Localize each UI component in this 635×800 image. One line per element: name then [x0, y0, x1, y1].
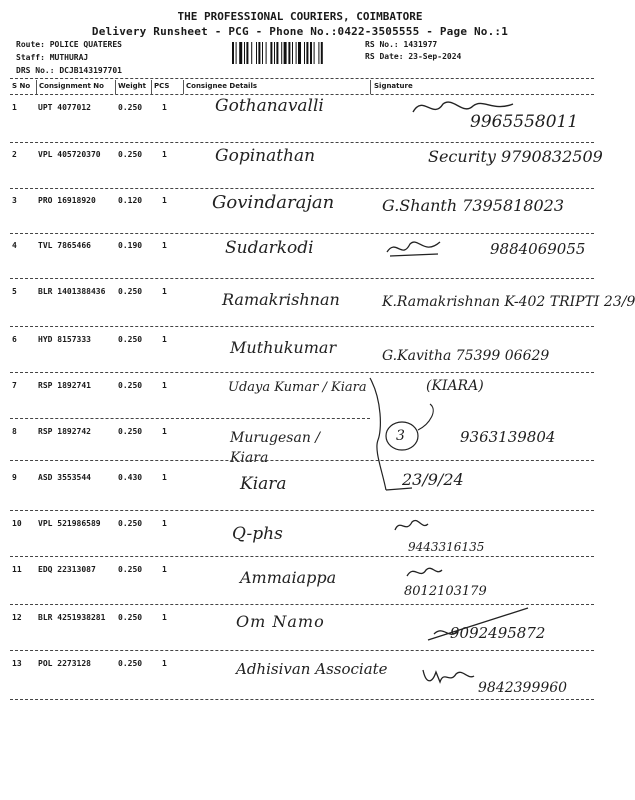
row-signature: 23/9/24	[402, 470, 464, 489]
row-consignment: BLR 1401388436	[38, 287, 106, 296]
row-signature: 9363139804	[460, 428, 556, 446]
row-consignment: HYD 8157333	[38, 335, 91, 344]
signature-scribble	[420, 664, 476, 690]
row-consignee: Kiara	[240, 474, 287, 494]
row-weight: 0.120	[118, 196, 143, 205]
row-rule	[10, 510, 594, 511]
row-signature: G.Kavitha 75399 06629	[382, 348, 550, 364]
row-consignee: Udaya Kumar / Kiara	[228, 380, 367, 395]
row-pcs: 1	[162, 613, 167, 622]
circled-number: 3	[396, 428, 405, 444]
signature-scribble	[384, 234, 444, 262]
row-signature: 9443316135	[408, 540, 485, 554]
row-consignment: VPL 405720370	[38, 150, 101, 159]
row-rule	[10, 278, 594, 279]
signature-scribble	[424, 604, 534, 648]
row-consignment: VPL 521986589	[38, 519, 101, 528]
row-weight: 0.250	[118, 659, 143, 668]
row-consignee: Q-phs	[232, 524, 283, 544]
row-pcs: 1	[162, 287, 167, 296]
row-signature: 9842399960	[478, 680, 568, 696]
row-weight: 0.250	[118, 287, 143, 296]
col-sno: S No	[12, 82, 31, 90]
col-consignee: Consignee Details	[186, 82, 258, 90]
row-rule	[10, 418, 370, 419]
row-signature: K.Ramakrishnan K-402 TRIPTI 23/9	[382, 294, 635, 310]
route-label: Route: POLICE QUATERES	[16, 40, 122, 49]
row-sno: 5	[12, 287, 17, 296]
row-pcs: 1	[162, 241, 167, 250]
row-consignment: UPT 4077012	[38, 103, 91, 112]
row-consignee: Adhisivan Associate	[236, 660, 388, 678]
row-consignee: Gopinathan	[215, 146, 316, 166]
row-sno: 11	[12, 565, 22, 574]
row-rule	[10, 699, 594, 700]
row-sno: 2	[12, 150, 17, 159]
row-sno: 10	[12, 519, 22, 528]
row-signature: (KIARA)	[426, 378, 484, 394]
signature-scribble	[392, 514, 432, 538]
row-consignee: Murugesan / Kiara	[230, 430, 321, 466]
row-weight: 0.250	[118, 427, 143, 436]
row-consignee: Gothanavalli	[215, 96, 324, 116]
row-pcs: 1	[162, 196, 167, 205]
bracket-annotation	[360, 370, 510, 505]
rs-number: RS No.: 1431977	[365, 40, 438, 49]
row-sno: 8	[12, 427, 17, 436]
row-rule	[10, 233, 594, 234]
row-rule	[10, 326, 594, 327]
row-pcs: 1	[162, 103, 167, 112]
row-signature: 9884069055	[490, 240, 586, 258]
company-name: THE PROFESSIONAL COURIERS, COIMBATORE	[177, 10, 423, 23]
row-weight: 0.250	[118, 613, 143, 622]
row-weight: 0.250	[118, 103, 143, 112]
row-pcs: 1	[162, 565, 167, 574]
col-divider	[370, 80, 371, 94]
row-consignee: Ammaiappa	[240, 568, 337, 587]
row-consignee: Muthukumar	[230, 338, 337, 357]
row-consignee: Sudarkodi	[225, 238, 314, 258]
row-rule	[10, 650, 594, 651]
row-weight: 0.190	[118, 241, 143, 250]
row-signature: 8012103179	[404, 584, 487, 599]
row-sno: 9	[12, 473, 17, 482]
row-weight: 0.250	[118, 335, 143, 344]
row-weight: 0.250	[118, 565, 143, 574]
row-weight: 0.430	[118, 473, 143, 482]
row-sno: 1	[12, 103, 17, 112]
rs-date: RS Date: 23-Sep-2024	[365, 52, 462, 61]
row-sno: 6	[12, 335, 17, 344]
row-sno: 12	[12, 613, 22, 622]
row-consignee: Om Namo	[236, 612, 325, 631]
row-signature: G.Shanth 7395818023	[382, 196, 565, 215]
row-weight: 0.250	[118, 381, 143, 390]
row-consignment: PRO 16918920	[38, 196, 96, 205]
col-divider	[151, 80, 152, 94]
col-divider	[183, 80, 184, 94]
row-consignment: EDQ 22313087	[38, 565, 96, 574]
row-pcs: 1	[162, 150, 167, 159]
row-sno: 4	[12, 241, 17, 250]
row-pcs: 1	[162, 427, 167, 436]
col-weight: Weight	[118, 82, 146, 90]
row-pcs: 1	[162, 519, 167, 528]
row-signature: 9965558011	[470, 112, 579, 132]
barcode	[232, 42, 350, 64]
row-pcs: 1	[162, 473, 167, 482]
drs-number: DRS No.: DCJB143197701	[16, 66, 122, 75]
row-weight: 0.250	[118, 150, 143, 159]
row-sno: 7	[12, 381, 17, 390]
row-consignment: TVL 7865466	[38, 241, 91, 250]
row-consignee: Govindarajan	[212, 192, 335, 213]
signature-scribble	[404, 562, 444, 584]
row-rule	[10, 142, 594, 143]
row-sno: 3	[12, 196, 17, 205]
row-signature: Security 9790832509	[428, 147, 603, 166]
runsheet-title: Delivery Runsheet - PCG - Phone No.:0422-3505555 - Page No.:1	[91, 25, 509, 38]
row-weight: 0.250	[118, 519, 143, 528]
row-consignment: RSP 1892742	[38, 427, 91, 436]
row-rule	[10, 188, 594, 189]
col-signature: Signature	[374, 82, 413, 90]
staff-label: Staff: MUTHURAJ	[16, 53, 89, 62]
row-consignee: Ramakrishnan	[222, 290, 340, 309]
col-divider	[36, 80, 37, 94]
row-consignment: BLR 4251938281	[38, 613, 106, 622]
row-signature: 9092495872	[450, 624, 546, 642]
header-top-rule	[10, 78, 594, 79]
signature-scribble	[408, 92, 518, 122]
row-consignment: RSP 1892741	[38, 381, 91, 390]
row-pcs: 1	[162, 335, 167, 344]
row-rule	[10, 556, 594, 557]
row-consignment: POL 2273128	[38, 659, 91, 668]
row-sno: 13	[12, 659, 22, 668]
row-consignment: ASD 3553544	[38, 473, 91, 482]
col-consignment: Consignment No	[39, 82, 104, 90]
col-divider	[115, 80, 116, 94]
row-pcs: 1	[162, 659, 167, 668]
col-pcs: PCS	[154, 82, 170, 90]
row-pcs: 1	[162, 381, 167, 390]
